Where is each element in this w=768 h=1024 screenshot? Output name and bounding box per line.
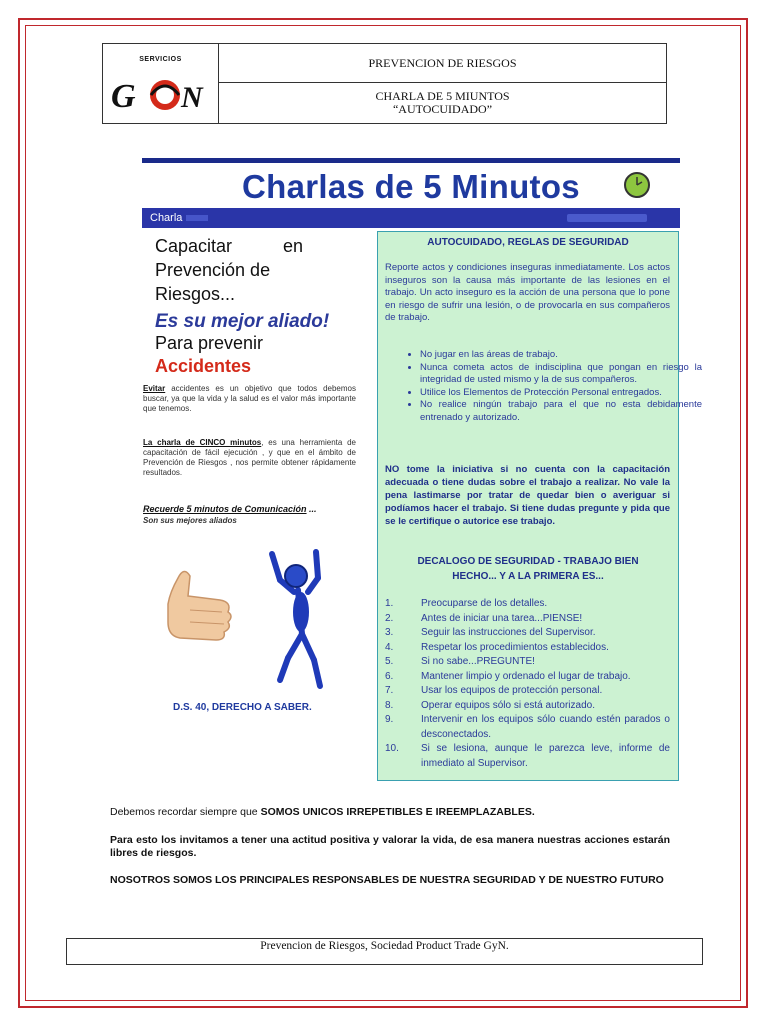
autocuidado-box [377,231,702,781]
recuerde-underlined: Recuerde 5 minutos de Comunicación [143,504,307,514]
header-subtitle: CHARLA DE 5 MIUNTOS [375,89,510,103]
logo-mark-icon [103,62,218,122]
evitar-bold: Evitar [143,384,166,393]
list-item: 3. Seguir las instrucciones del Supervisor. [385,627,596,638]
svg-text:N: N [181,81,203,114]
svg-text:G: G [111,78,136,115]
charla-paragraph [143,438,356,478]
banner-title: Charlas de 5 Minutos [242,168,580,205]
header-topic: “AUTOCUIDADO” [392,102,493,116]
reglas-list [388,349,702,424]
document-footer: Prevencion de Riesgos, Sociedad Product Trade GyN. [66,938,703,965]
aliado-text: Es su mejor aliado! [155,311,330,332]
recordar-emphasis: SOMOS UNICOS IRREPETIBLES E IREEMPLAZABLES. [260,806,535,818]
thumbs-up-icon [158,566,240,646]
charlas-banner [142,158,680,228]
charla-bold: La charla de CINCO minutos [143,438,262,447]
list-item: 5. Si no sabe...PREGUNTE! [385,656,535,667]
responsables-paragraph: NOSOTROS SOMOS LOS PRINCIPALES RESPONSABLES DE NUESTRA SEGURIDAD Y DE NUESTRO FUTURO [110,874,664,886]
clock-icon [624,172,650,198]
list-item: • Utilice los Elementos de Protección Personal entregados. [420,387,702,400]
recordar-paragraph [110,806,670,819]
list-item: • Nunca cometa actos de indisciplina que pongan en riesgo la integridad de usted mismo y la de sus compañeros. [420,362,702,387]
header-title: PREVENCION DE RIESGOS [219,44,666,83]
son-aliados-line: Son sus mejores aliados [143,516,237,525]
list-item: 7. Usar los equipos de protección personal. [385,685,603,696]
list-item: 2. Antes de iniciar una tarea...PIENSE! [385,612,583,624]
recuerde-line [143,504,317,514]
celebrating-figure-icon [258,548,338,693]
iniciativa-paragraph: NO tome la iniciativa si no cuenta con la capacitación adecuada o tiene dudas sobre el trabajo a realizar. No vale la pena lastimarse por tratar de quedar bien o averiguar si podíamos hacer el trabajo. Si tiene dudas pregunte y pida que se le certifique o autorice ese trabajo. [385,464,670,527]
autocuidado-title: AUTOCUIDADO, REGLAS DE SEGURIDAD [427,237,629,248]
prevencion-line: Prevención de [155,260,271,280]
company-logo [103,44,219,123]
list-item: • No realice ningún trabajo para el que no esta debidamente entrenado y autorizado. [420,399,702,424]
decalogo-list [385,597,670,771]
evitar-body: accidentes es un objetivo que todos debemos buscar, ya que la vida y la salud es el valor más importante que tenemos. [143,384,356,413]
list-item: 8. Operar equipos sólo si está autorizado. [385,699,595,711]
para-prevenir-text: Para prevenir [155,333,264,353]
banner-blurred-date [567,214,647,222]
list-item: 9. Intervenir en los equipos sólo cuando estén parados o desconectados. [385,714,670,740]
riesgos-line: Riesgos... [155,284,236,304]
reporte-paragraph: Reporte actos y condiciones inseguras inmediatamente. Los actos inseguros son la causa más importante de las lesiones en el trabajo. Un acto inseguro es la acción de una persona que lo pone en riesgo de sufrir una lesión, o de provocarla en sus compañeros de trabajo. [385,262,670,323]
list-item: 4. Respetar los procedimientos establecidos. [385,641,609,653]
capacitar-heading [155,234,303,306]
banner-info-bar [142,208,680,228]
accidentes-text: Accidentes [155,356,252,376]
logo-top-text: SERVICIOS [139,56,182,63]
document-header [102,43,667,124]
list-item: • No jugar en las áreas de trabajo. [420,349,702,362]
list-item: 6. Mantener limpio y ordenado el lugar de trabajo. [385,670,631,682]
recuerde-ellipsis: ... [306,504,317,514]
list-item: 1. Preocuparse de los detalles. [385,598,548,609]
charla-body: , es una herramienta de capacitación de fácil ejecución , y que en el ámbito de Prevención de Riesgos , nos permite obtener rápidamente resultados. [143,438,356,477]
decalogo-title: DECALOGO DE SEGURIDAD - TRABAJO BIEN HECHO... Y A LA PRIMERA ES... [417,556,639,582]
en-word: en [282,236,303,256]
ds40-caption: D.S. 40, DERECHO A SABER. [173,702,312,713]
banner-blurred-number [186,215,208,221]
recordar-lead: Debemos recordar siempre que [110,806,261,818]
evitar-paragraph [143,384,356,414]
capacitar-word: Capacitar [155,236,233,256]
list-item: 10. Si se lesiona, aunque le parezca leve, informe de inmediato al Supervisor. [385,743,670,769]
actitud-paragraph: Para esto los invitamos a tener una actitud positiva y valorar la vida, de esa manera nuestras acciones estarán libres de riesgos. [110,834,670,859]
banner-charla-label: Charla [150,212,183,224]
